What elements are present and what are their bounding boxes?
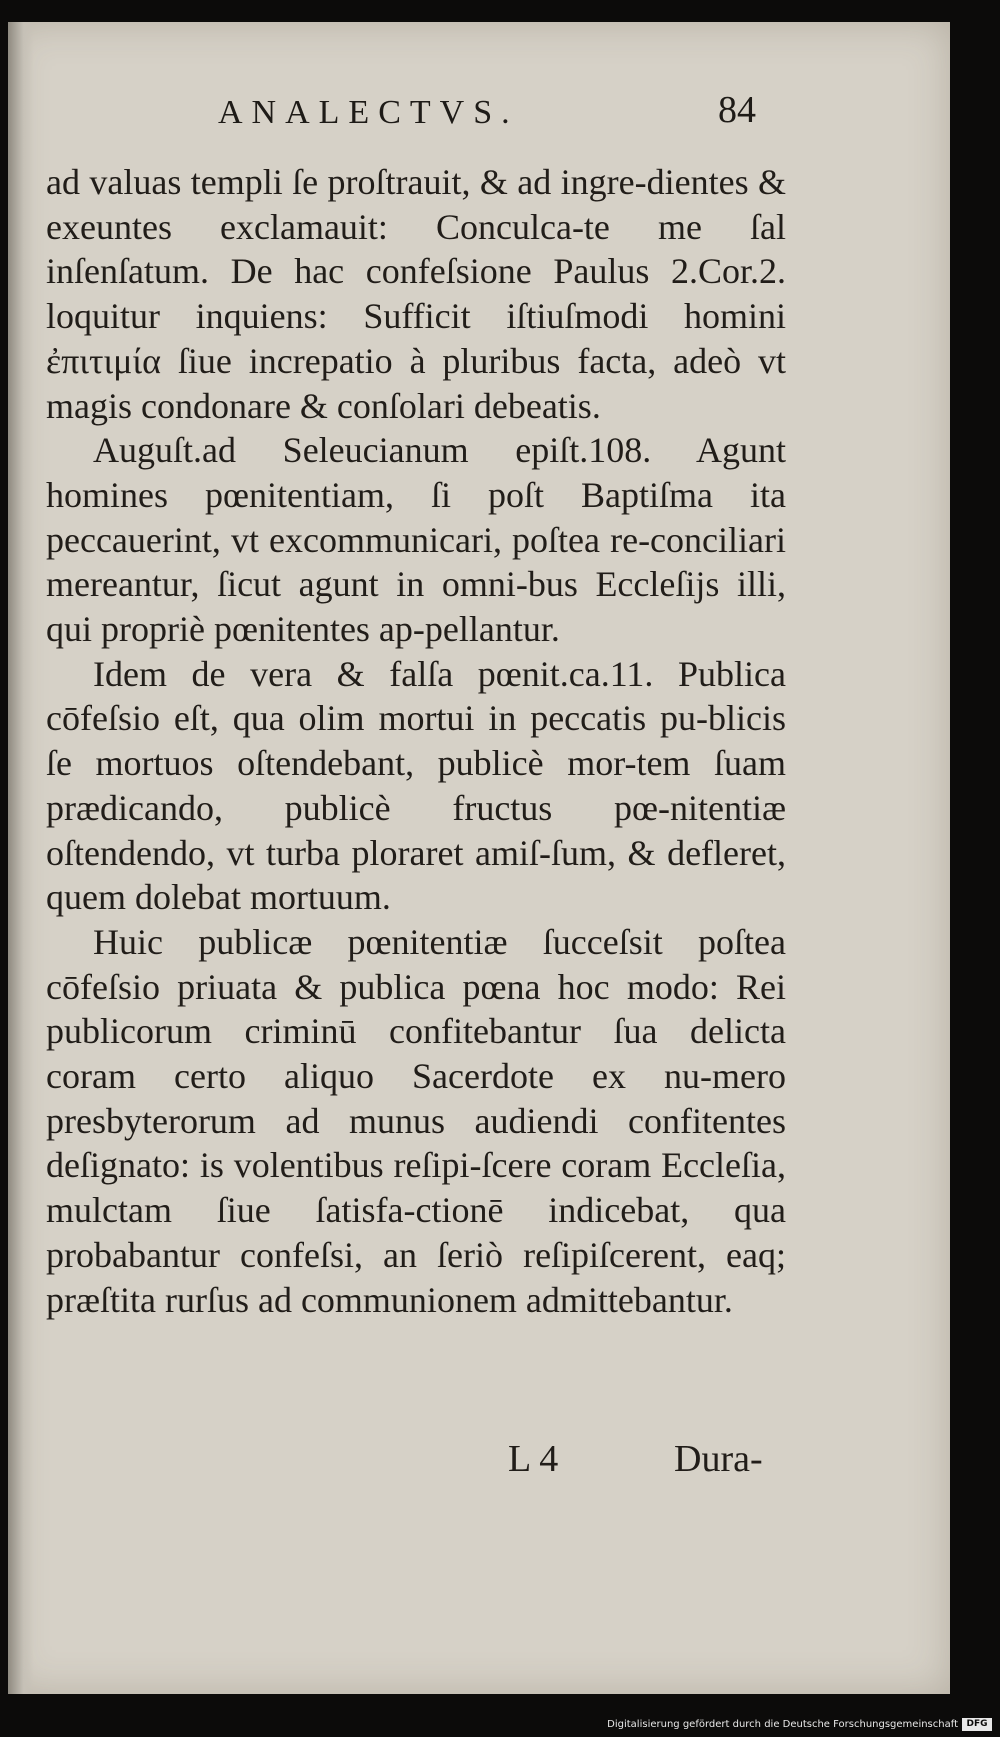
running-head: ANALECTVS. [218,94,519,131]
page-number: 84 [718,89,756,131]
paragraph: Auguſt.ad Seleucianum epiſt.108. Agunt homines pœnitentiam, ſi poſt Baptiſma ita peccauerint, vt excommunicari, poſtea re-conciliari mereantur, ſicut agunt in omni-bus Eccleſijs illi, qui propriè pœnitentes ap-pellantur. [46,430,786,650]
catchword: Dura- [674,1438,763,1480]
paragraph: Huic publicæ pœnitentiæ ſucceſsit poſtea cōfeſsio priuata & publica pœna hoc modo: Rei publicorum criminū confitebantur ſua delicta coram certo aliquo Sacerdote ex nu-mero presbyterorum ad munus audiendi confitentes deſignato: is volentibus reſipi-ſcere coram Eccleſia, mulctam ſiue ſatisfa-ctionē indicebat, qua probabantur confeſsi, an ſeriò reſipiſcerent, eaq; præſtita rurſus ad communionem admittebantur. [46,921,786,1320]
signature-mark: L 4 [508,1438,559,1480]
body-text [46,160,786,1322]
paragraph: ad valuas templi ſe proſtrauit, & ad ingre-dientes & exeuntes exclamauit: Conculca-te me ſal inſenſatum. De hac confeſsione Paulus 2.Cor.2. loquitur inquiens: Sufficit iſtiuſmodi homini ἐπιτιμία ſiue increpatio à pluribus facta, adeò vt magis condonare & conſolari debeatis. [46,162,786,426]
book-page [8,22,950,1694]
page-gutter [8,22,34,1694]
dfg-logo: DFG [962,1718,992,1731]
paragraph: Idem de vera & falſa pœnit.ca.11. Publica cōfeſsio eſt, qua olim mortui in peccatis pu-blicis ſe mortuos oſtendebant, publicè mor-tem ſuam prædicando, publicè fructus pœ-nitentiæ oſtendendo, vt turba ploraret amiſ-ſum, & defleret, quem dolebat mortuum. [46,653,786,918]
credit-text: Digitalisierung gefördert durch die Deutsche Forschungsgemeinschaft [607,1719,958,1730]
